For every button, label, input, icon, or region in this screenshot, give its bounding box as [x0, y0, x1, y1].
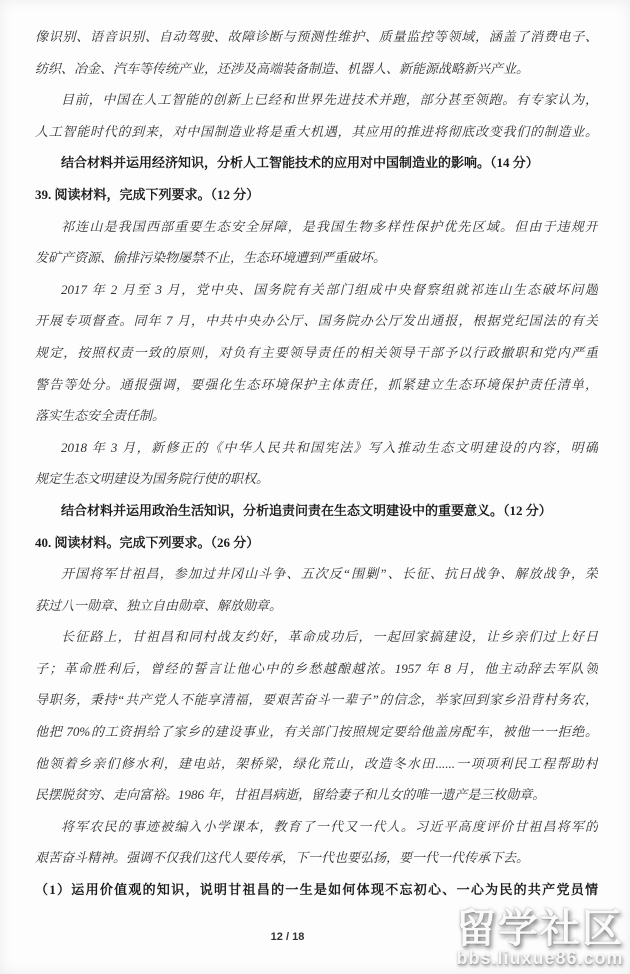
text-line: 2017 年 2 月至 3 月，党中央、国务院有关部门组成中央督察组就祁连山生态破坏问题 — [61, 281, 598, 297]
text-line: 他领着乡亲们修水利，建电站，架桥梁，绿化荒山，改造冬水田......一项项利民工程帮助村 — [35, 755, 598, 771]
text-line: 发矿产资源、偷排污染物屡禁不止，生态环境遭到严重破坏。 — [35, 250, 387, 266]
text-line: 规定，按照权责一致的原则，对负有主要领导责任的相关领导干部予以行政撤职和党内严重 — [35, 344, 598, 360]
text-line: 开国将军甘祖昌，参加过井冈山斗争、五次反“围剿”、长征、抗日战争、解放战争，荣 — [61, 566, 598, 582]
text-line: 像识别、语音识别、自动驾驶、故障诊断与预测性维护、质量监控等领域，涵盖了消费电子、 — [35, 29, 598, 44]
text-line: 结合材料并运用政治生活知识，分析追责问责在生态文明建设中的重要意义。（12 分） — [61, 502, 552, 518]
text-line: 艰苦奋斗精神。强调不仅我们这代人要传承，下一代也要弘扬，要一代一代传承下去。 — [35, 850, 530, 866]
text-line: 祁连山是我国西部重要生态安全屏障，是我国生物多样性保护优先区域。但由于违规开 — [61, 218, 598, 234]
text-line: 长征路上，甘祖昌和同村战友约好，革命成功后，一起回家搞建设，让乡亲们过上好日 — [61, 629, 598, 645]
text-line: 开展专项督查。同年 7 月，中共中央办公厅、国务院办公厅发出通报，根据党纪国法的有关 — [35, 313, 598, 329]
text-line: 警告等处分。通报强调，要强化生态环境保护主体责任，抓紧建立生态环境保护责任清单， — [35, 376, 598, 392]
text-line: （1）运用价值观的知识，说明甘祖昌的一生是如何体现不忘初心、一心为民的共产党员情 — [35, 882, 598, 898]
text-line: 规定生态文明建设为国务院行使的职权。 — [35, 471, 270, 487]
text-line: 获过八一勋章、独立自由勋章、解放勋章。 — [35, 597, 283, 613]
text-line: 导职务，秉持“共产党人不能享清福，要艰苦奋斗一辈子”的信念，举家回到家乡沿背村务农， — [35, 692, 598, 708]
text-line: 他把 70%的工资捐给了家乡的建设事业，有关部门按照规定要给他盖房配车，被他一一拒绝。 — [35, 724, 598, 740]
text-line: 2018 年 3 月，新修正的《中华人民共和国宪法》写入推动生态文明建设的内容，明确 — [61, 439, 598, 455]
text-line: 纺织、冶金、汽车等传统产业，还涉及高端装备制造、机器人、新能源战略新兴产业。 — [35, 60, 530, 76]
text-line: 40. 阅读材料。完成下列要求。（26 分） — [35, 534, 260, 550]
page-number: 12 / 18 — [270, 931, 305, 943]
text-line: 人工智能时代的到来，对中国制造业将是重大机遇，其应用的推进将彻底改变我们的制造业。 — [35, 123, 598, 139]
text-line: 结合材料并运用经济知识，分析人工智能技术的应用对中国制造业的影响。（14 分） — [61, 155, 539, 171]
text-line: 将军农民的事迹被编入小学课本，教育了一代又一代人。习近平高度评价甘祖昌将军的 — [61, 818, 598, 834]
text-line: 目前，中国在人工智能的创新上已经和世界先进技术并跑，部分甚至领跑。有专家认为， — [61, 92, 598, 108]
text-line: 子；革命胜利后，曾经的誓言让他心中的乡愁越酿越浓。1957 年 8 月，他主动辞去军队领 — [35, 660, 598, 676]
watermark-url: bbs.liuxue86.com — [456, 948, 624, 968]
text-line: 落实生态安全责任制。 — [35, 408, 166, 424]
document-lines — [35, 21, 598, 906]
text-line: 39. 阅读材料，完成下列要求。（12 分） — [35, 186, 260, 202]
text-line: 民摆脱贫穷、走向富裕。1986 年，甘祖昌病逝，留给妻子和儿女的唯一遗产是三枚勋章。 — [35, 787, 546, 803]
watermark-logo-text: 留学社区 — [456, 907, 624, 951]
